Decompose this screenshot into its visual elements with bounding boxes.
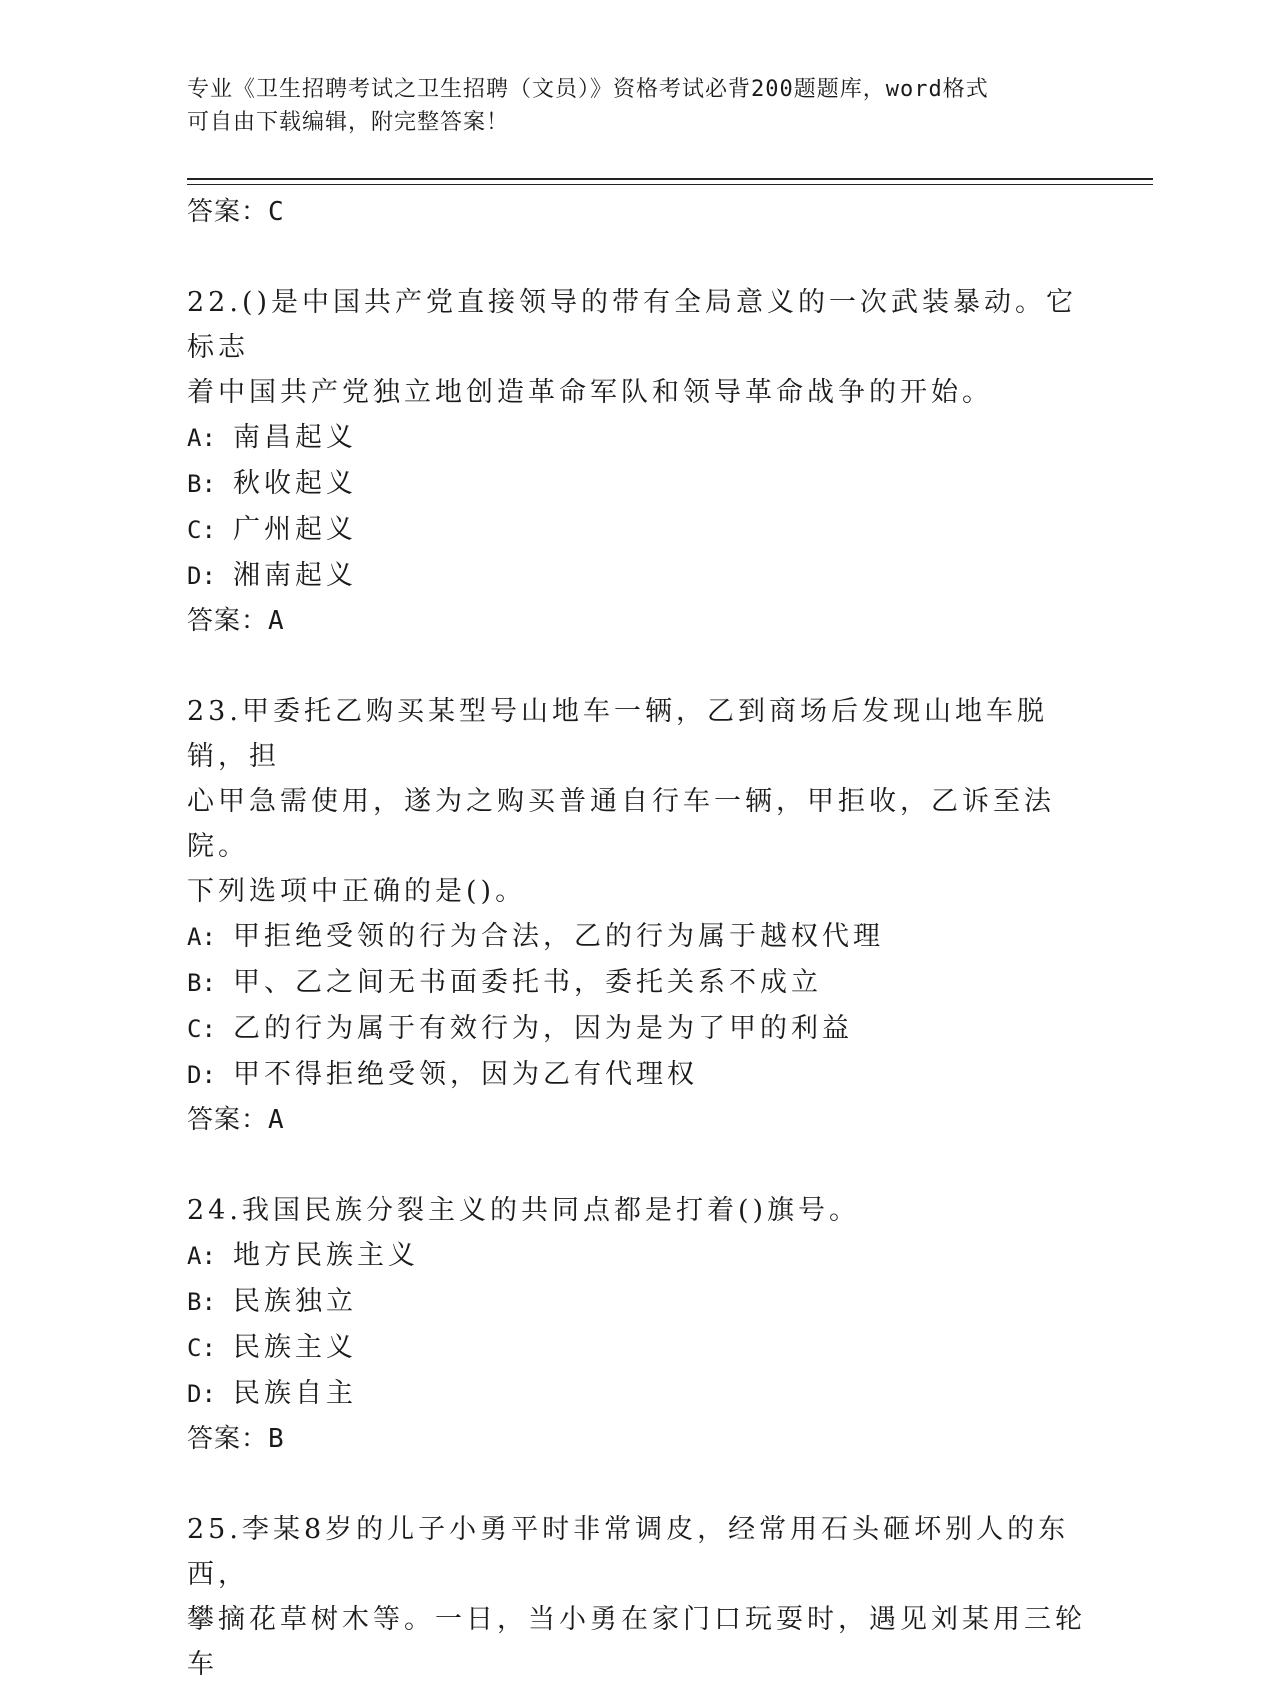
question-23 bbox=[187, 689, 1087, 1142]
option-letter: B: bbox=[187, 1288, 216, 1316]
answer-value: A bbox=[268, 1105, 285, 1135]
answer-label: 答案： bbox=[187, 197, 269, 227]
option-b bbox=[187, 461, 1087, 507]
option-letter: A: bbox=[187, 424, 216, 452]
question-22 bbox=[187, 280, 1087, 643]
option-c bbox=[187, 1006, 1087, 1052]
answer-value: C bbox=[268, 197, 285, 227]
option-letter: D: bbox=[187, 562, 216, 590]
answer-line bbox=[187, 190, 1087, 234]
option-a bbox=[187, 415, 1087, 461]
option-c bbox=[187, 1325, 1087, 1371]
option-a bbox=[187, 914, 1087, 960]
question-text-line: 下列选项中正确的是()。 bbox=[187, 876, 527, 907]
answer-label: 答案： bbox=[187, 606, 269, 636]
header-rule-thin bbox=[187, 184, 1153, 185]
option-text: 乙的行为属于有效行为，因为是为了甲的利益 bbox=[233, 1013, 853, 1044]
option-letter: C: bbox=[187, 1334, 216, 1362]
option-c bbox=[187, 507, 1087, 553]
question-text-line: 24.我国民族分裂主义的共同点都是打着()旗号。 bbox=[187, 1195, 861, 1226]
question-text-line: 攀摘花草树木等。一日，当小勇在家门口玩耍时，遇见刘某用三轮车 bbox=[187, 1604, 1086, 1680]
answer-line bbox=[187, 1417, 1087, 1461]
header-line-1: 专业《卫生招聘考试之卫生招聘（文员）》资格考试必背200题题库，word格式 bbox=[187, 77, 989, 102]
document-header bbox=[187, 73, 1087, 139]
question-text-line: 23.甲委托乙购买某型号山地车一辆，乙到商场后发现山地车脱销，担 bbox=[187, 696, 1048, 772]
option-text: 甲拒绝受领的行为合法，乙的行为属于越权代理 bbox=[233, 921, 884, 952]
option-text: 地方民族主义 bbox=[233, 1240, 419, 1271]
option-d bbox=[187, 1371, 1087, 1417]
question-text-line: 22.()是中国共产党直接领导的带有全局意义的一次武装暴动。它标志 bbox=[187, 287, 1078, 363]
option-text: 民族主义 bbox=[233, 1332, 357, 1363]
option-text: 广州起义 bbox=[233, 514, 357, 545]
option-text: 民族自主 bbox=[233, 1378, 357, 1409]
header-rule-thick bbox=[187, 178, 1153, 180]
option-letter: C: bbox=[187, 516, 216, 544]
answer-value: B bbox=[268, 1424, 285, 1454]
option-text: 南昌起义 bbox=[233, 422, 357, 453]
option-letter: D: bbox=[187, 1061, 216, 1089]
answer-label: 答案： bbox=[187, 1424, 269, 1454]
question-text-line: 心甲急需使用，遂为之购买普通自行车一辆，甲拒收，乙诉至法院。 bbox=[187, 786, 1055, 862]
option-text: 甲不得拒绝受领，因为乙有代理权 bbox=[233, 1059, 698, 1090]
option-b bbox=[187, 960, 1087, 1006]
header-line-2: 可自由下载编辑，附完整答案！ bbox=[187, 110, 510, 135]
answer-line bbox=[187, 1098, 1087, 1142]
question-25 bbox=[187, 1507, 1087, 1687]
option-d bbox=[187, 553, 1087, 599]
answer-label: 答案： bbox=[187, 1105, 269, 1135]
option-d bbox=[187, 1052, 1087, 1098]
document-body bbox=[187, 190, 1087, 1687]
answer-line bbox=[187, 599, 1087, 643]
option-text: 民族独立 bbox=[233, 1286, 357, 1317]
option-letter: C: bbox=[187, 1015, 216, 1043]
question-24 bbox=[187, 1188, 1087, 1461]
option-letter: B: bbox=[187, 470, 216, 498]
option-b bbox=[187, 1279, 1087, 1325]
option-a bbox=[187, 1233, 1087, 1279]
option-letter: A: bbox=[187, 1242, 216, 1270]
option-letter: B: bbox=[187, 969, 216, 997]
question-text-line: 着中国共产党独立地创造革命军队和领导革命战争的开始。 bbox=[187, 377, 993, 408]
option-text: 秋收起义 bbox=[233, 468, 357, 499]
option-text: 湘南起义 bbox=[233, 560, 357, 591]
option-text: 甲、乙之间无书面委托书，委托关系不成立 bbox=[233, 967, 822, 998]
option-letter: A: bbox=[187, 923, 216, 951]
answer-value: A bbox=[268, 606, 285, 636]
question-text-line: 25.李某8岁的儿子小勇平时非常调皮，经常用石头砸坏别人的东西， bbox=[187, 1514, 1070, 1590]
option-letter: D: bbox=[187, 1380, 216, 1408]
